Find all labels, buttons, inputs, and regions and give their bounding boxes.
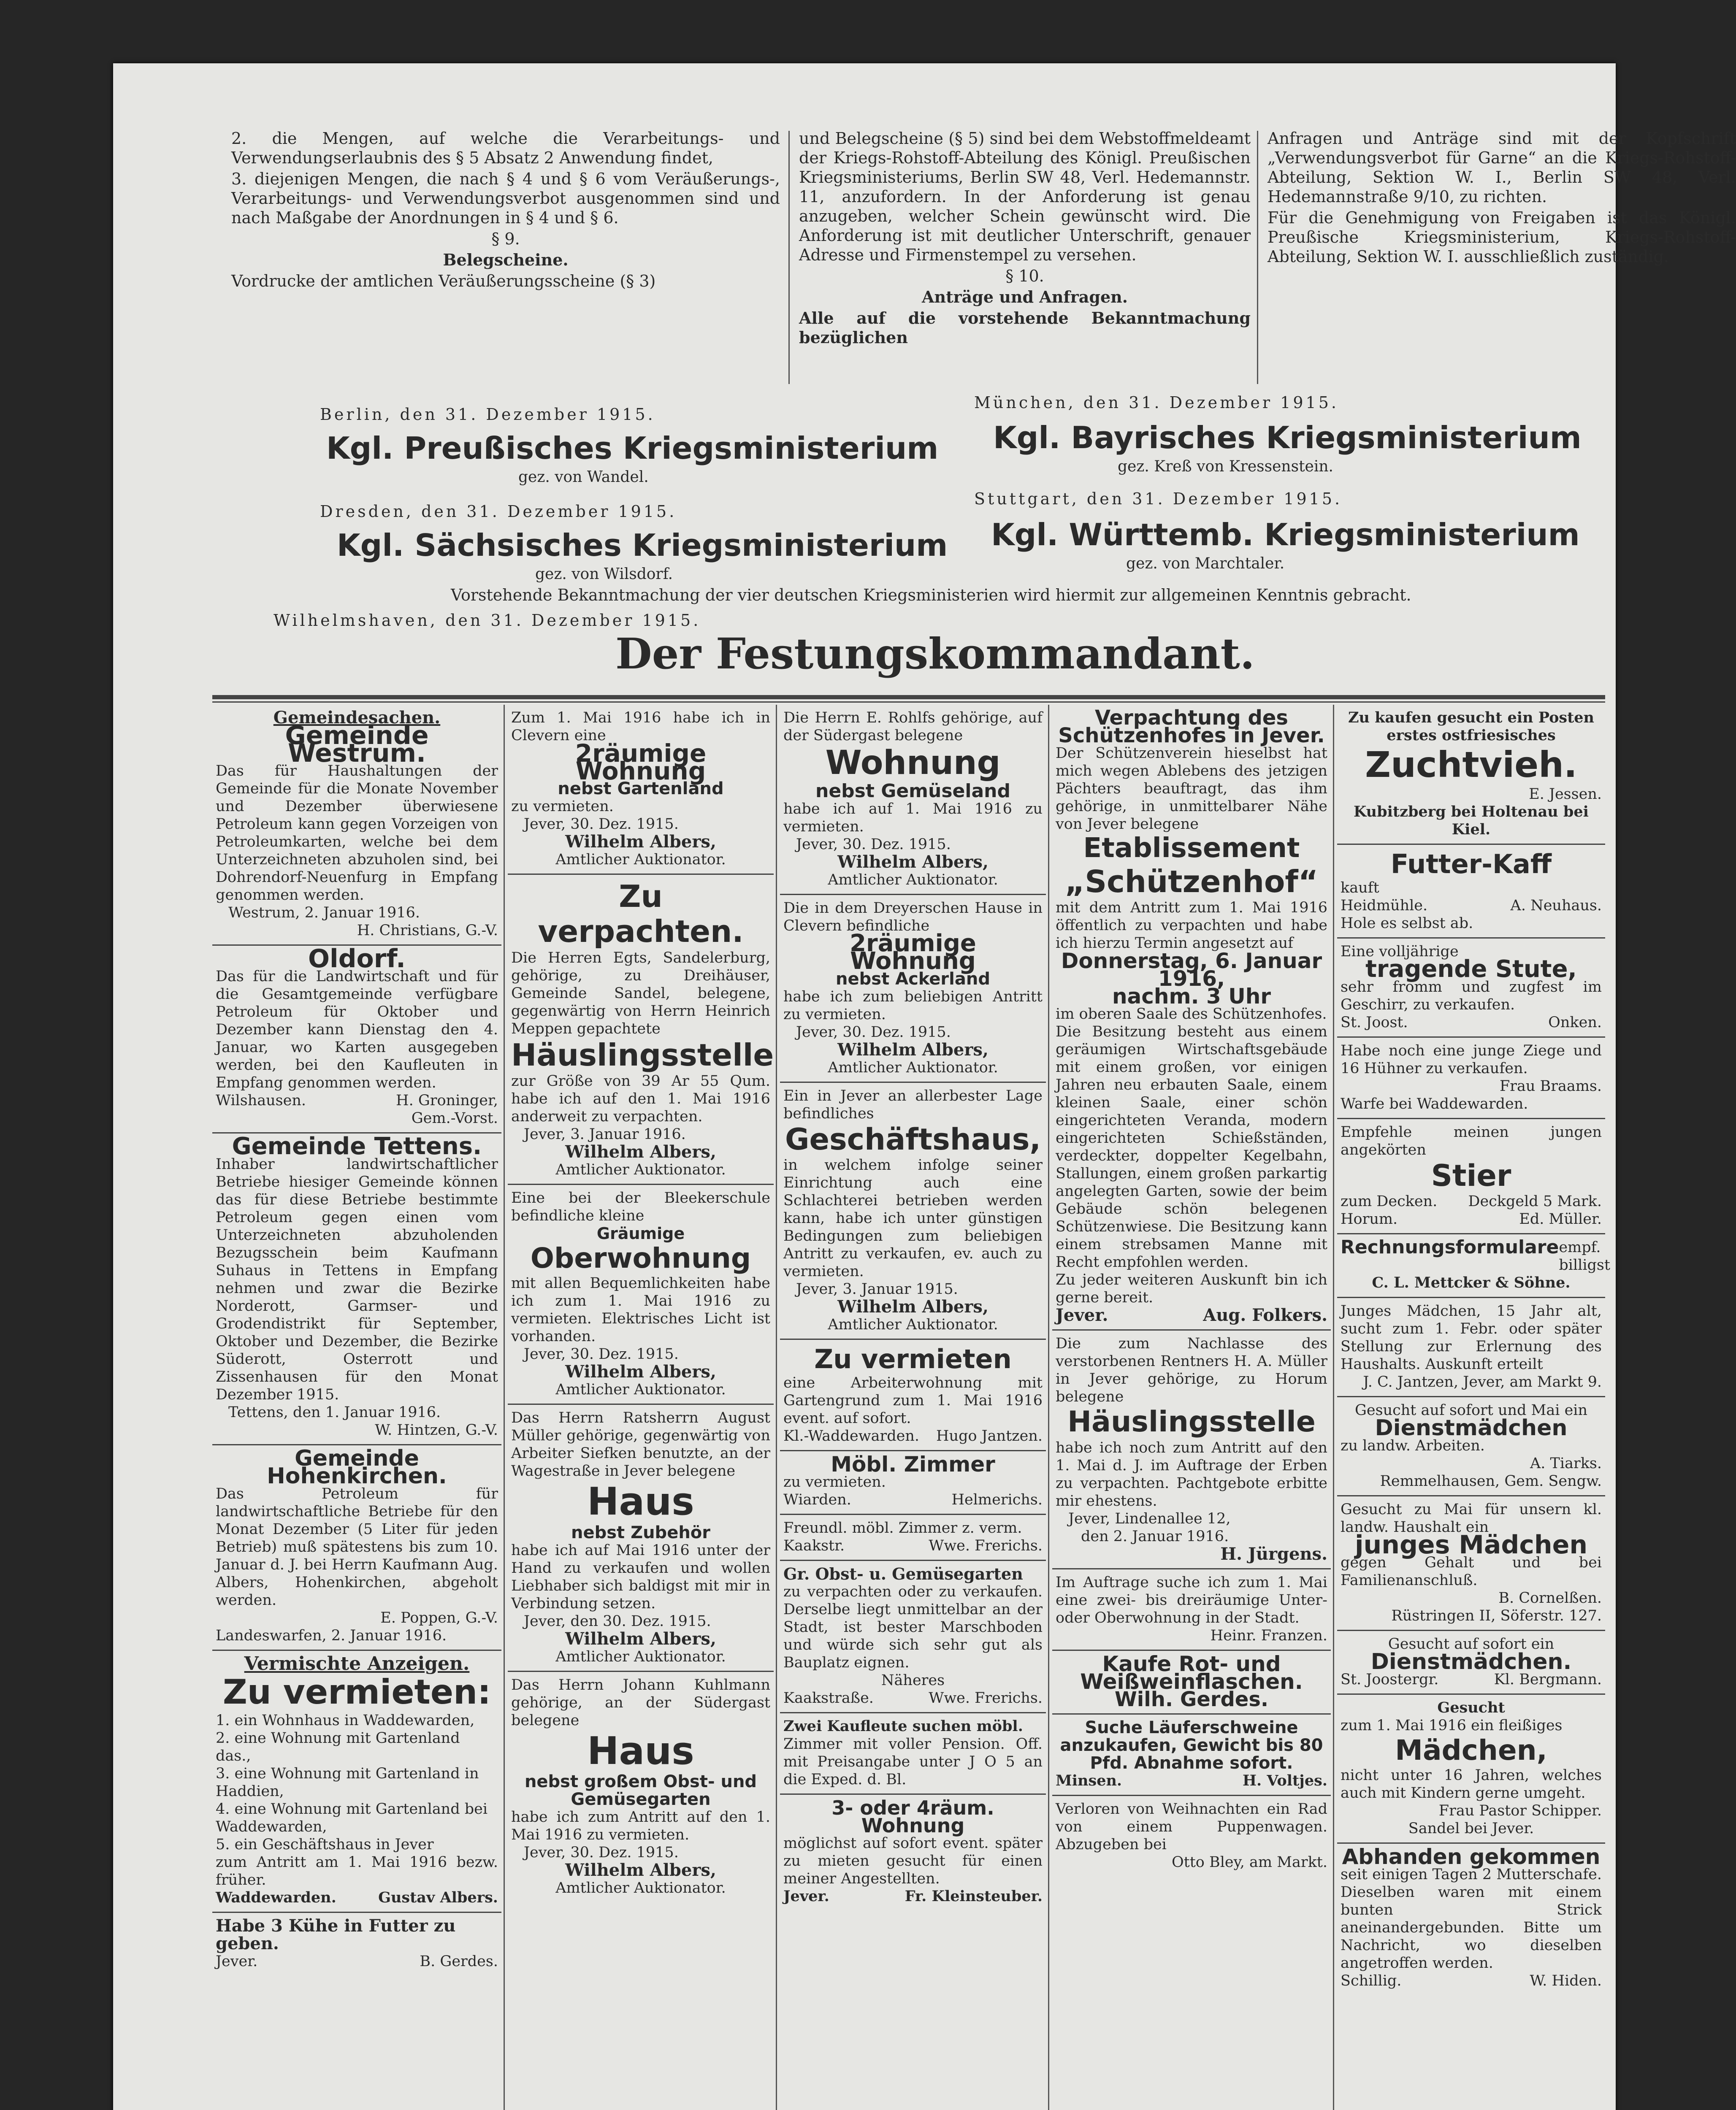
ad-title: Abhanden gekommen (1342, 1845, 1601, 1869)
ad-body: Eine bei der Bleekerschule befindliche kleine (511, 1190, 770, 1225)
ad-signature: H. Groninger, (396, 1092, 498, 1109)
ad-place: Kaakstr. (783, 1537, 845, 1555)
ad-body: Das Herrn Ratsherrn August Müller gehörige, gegenwärtig von Arbeiter Siefken benutzte, an der Wagestraße in Jever belegene (511, 1409, 770, 1480)
ad-body: Das für die Landwirtschaft und für die Gesamtgemeinde verfügbare Petroleum für Oktober und Dezember kann Dienstag den 4. Januar, wo Karten ausgegeben werden, bei den Kaufleuten in Empfang genommen werden. (216, 968, 498, 1091)
ad-body: Hole es selbst ab. (1341, 914, 1473, 932)
ad-signature: W. Hiden. (1530, 1972, 1602, 1990)
ad-body: Die Herrn E. Rohlfs gehörige, auf der Südergast belegene (783, 709, 1043, 744)
ad-body: Gesucht zu Mai für unsern kl. landw. Haushalt ein (1341, 1501, 1602, 1536)
ad-zuchtvieh (1337, 705, 1605, 845)
ad-signature: B. Cornelßen. (1498, 1590, 1602, 1607)
ad-stier (1337, 1119, 1605, 1235)
ad-title: Gemeinde Hohenkirchen. (267, 1446, 447, 1489)
category-heading: Gemeindesachen. (273, 708, 441, 728)
ad-body: habe ich auf 1. Mai 1916 zu vermieten. (783, 800, 1043, 835)
ad-title: Haus (587, 1729, 694, 1773)
ads-column-2 (508, 705, 774, 1902)
list-item: 2. eine Wohnung mit Gartenland das., (216, 1730, 460, 1764)
kommandant-title: Der Festungskommandant. (615, 629, 1255, 679)
ad-body: habe ich zum beliebigen Antritt zu vermieten. (783, 988, 1043, 1023)
ad-title: Futter-Kaff (1390, 848, 1552, 879)
ad-obstgarten (780, 1561, 1046, 1713)
column-divider (776, 705, 777, 2110)
ministry-bavaria: Kgl. Bayrisches Kriegsministerium (993, 420, 1582, 455)
ad-date: Jever, 30. Dez. 1915. (524, 816, 679, 833)
ad-signature: A. Tiarks. (1530, 1455, 1602, 1472)
column-divider (1333, 705, 1334, 2110)
ad-subtitle: nebst Gemüseland (815, 780, 1010, 802)
ad-body: möglichst auf sofort event. später zu mieten gesucht für einen meiner Angestellten. (783, 1835, 1043, 1888)
ad-date: Jever, 30. Dez. 1915. (524, 1346, 679, 1363)
ad-signature: Helmerichs. (951, 1491, 1043, 1509)
dateline-dresden: Dresden, den 31. Dezember 1915. (320, 502, 677, 521)
category-heading: Vermischte Anzeigen. (244, 1653, 470, 1674)
ad-body: Die zum Nachlasse des verstorbenen Rentners H. A. Müller in Jever gehörige, zu Horum belegene (1056, 1335, 1327, 1406)
ad-haeuslingsstelle-horum (1052, 1331, 1331, 1569)
ad-signature-role: Amtlicher Auktionator. (555, 1648, 726, 1665)
ad-title: Gemeinde Westrum. (285, 721, 429, 768)
ad-title: Stier (1431, 1158, 1511, 1193)
ad-title: Haus (587, 1480, 694, 1524)
ad-note: Näheres (881, 1672, 945, 1689)
ad-subtitle: Gräumige (596, 1224, 685, 1243)
ad-body: Verloren von Weihnachten ein Rad von einem Puppenwagen. Abzugeben bei (1056, 1800, 1327, 1853)
ad-head: Zu kaufen gesucht ein Posten erstes ostfriesisches (1348, 709, 1595, 744)
ad-body: zu vermieten. (783, 1474, 886, 1491)
ad-place: Wilshausen. (216, 1092, 306, 1109)
ad-signature-role: Amtlicher Auktionator. (555, 1161, 726, 1179)
ad-date: Jever, 30. Dez. 1915. (796, 1023, 951, 1041)
ad-place: Kl.-Waddewarden. (783, 1428, 920, 1445)
dateline-berlin: Berlin, den 31. Dezember 1915. (320, 405, 655, 424)
ad-body: Habe noch eine junge Ziege und 16 Hühner zu verkaufen. (1341, 1042, 1602, 1077)
ad-signature: H. Christians, G.-V. (357, 922, 498, 939)
paragraph: 3. diejenigen Mengen, die nach § 4 und § 6 vom Veräußerungs-, Verarbeitungs- und Verwendungsverbot ausgenommen sind und nach Maßgabe der Anordnungen in § 4 und § 6. (231, 170, 780, 227)
ad-signature: Wilhelm Albers, (837, 852, 989, 872)
ad-body: kauft (1341, 879, 1379, 896)
ad-body: Gesucht auf sofort ein (1388, 1636, 1555, 1653)
ad-place: Sandel bei Jever. (1408, 1820, 1534, 1837)
ad-westrum (212, 705, 501, 946)
ad-body: zu landw. Arbeiten. (1341, 1437, 1485, 1455)
column-divider (504, 705, 505, 2110)
ad-date: Tettens, den 1. Januar 1916. (228, 1404, 441, 1421)
ad-rechnungsformulare (1337, 1234, 1610, 1298)
ad-title: Zu vermieten: (222, 1672, 491, 1712)
ministry-wuerttemberg: Kgl. Württemb. Kriegsministerium (991, 517, 1580, 552)
ad-signature: Wwe. Frerichs. (929, 1537, 1043, 1555)
ad-signature: Wilhelm Albers, (565, 1142, 716, 1162)
ad-kuehe (212, 1913, 501, 1975)
ad-title: Oberwohnung (530, 1242, 751, 1275)
ad-body: Zum 1. Mai 1916 habe ich in Clevern eine (511, 709, 770, 744)
ad-title: tragende Stute, (1365, 955, 1577, 983)
ad-4raum-wohnung (780, 1795, 1046, 1910)
auction-date: Donnerstag, 6. Januar 1916, (1061, 949, 1322, 991)
ad-title: Zuchtvieh. (1365, 744, 1577, 785)
ads-column-1 (212, 705, 501, 1975)
ad-maedchen-schipper (1337, 1695, 1605, 1844)
ad-signature-role: Amtlicher Auktionator. (828, 871, 998, 888)
ad-subtitle: nebst großem Obst- und Gemüsegarten (524, 1772, 757, 1810)
top-column-3 (1267, 129, 1736, 399)
ad-body: zum 1. Mai 1916 ein fleißiges (1341, 1717, 1563, 1734)
ad-body: habe ich noch zum Antritt auf den 1. Mai d. J. im Auftrage der Erben zu verpachten. Pachtgebote erbitte mir ehestens. (1056, 1439, 1327, 1509)
ad-place: Wiarden. (783, 1491, 851, 1509)
ad-body: Das Petroleum für landwirtschaftliche Betriebe für den Monat Dezember (5 Liter für jeden Betrieb) muß spätestens bis zum 10. Januar d. J. bei Herrn Kaufmann Aug. Albers, Hohenkirchen, abgeholt werden. (216, 1485, 498, 1609)
ad-signature: E. Jessen. (1529, 785, 1602, 803)
paragraph: Alle auf die vorstehende Bekanntmachung bezüglichen (799, 308, 1251, 347)
signature-bavaria: gez. Kreß von Kressenstein. (1118, 458, 1333, 475)
paragraph: Anfragen und Anträge sind mit der Kopfschrift „Verwendungsverbot für Garne“ an die Kriegs-Rohstoff-Abteilung, Sektion W. I., Berlin SW 48, Verl. Hedemannstraße 9/10, zu richten. (1267, 129, 1736, 206)
ad-moebl-zimmer (780, 1451, 1046, 1515)
ad-body: habe ich auf Mai 1916 unter der Hand zu verkaufen und wollen Liebhaber sich baldigst mit mir in Verbindung setzen. (511, 1542, 770, 1612)
ad-stute (1337, 939, 1605, 1038)
ad-laeuferschweine (1052, 1715, 1331, 1796)
ministry-saxony: Kgl. Sächsisches Kriegsministerium (337, 528, 948, 563)
ad-date: Jever, den 30. Dez. 1915. (524, 1612, 711, 1630)
ad-signature: Wilhelm Albers, (565, 1860, 716, 1880)
ad-title: Mädchen, (1395, 1734, 1547, 1767)
ad-signature: W. Hintzen, G.-V. (375, 1422, 498, 1439)
ad-title: Rechnungsformulare (1341, 1236, 1559, 1258)
ad-signature: Wilh. Gerdes. (1114, 1687, 1269, 1711)
ad-body: Ein in Jever an allerbester Lage befindliches (783, 1087, 1043, 1122)
ad-place: Rüstringen II, Söferstr. 127. (1391, 1607, 1602, 1625)
ad-place: Heidmühle. (1341, 897, 1428, 914)
ads-column-4 (1052, 705, 1331, 1876)
dateline-muenchen: München, den 31. Dezember 1915. (974, 393, 1339, 412)
ad-body: Freundl. möbl. Zimmer z. verm. (783, 1520, 1022, 1537)
ad-signature: Wilhelm Albers, (837, 1039, 989, 1060)
ad-body: Die in dem Dreyerschen Hause in Clevern befindliche (783, 899, 1043, 934)
ad-signature-role: Amtlicher Auktionator. (555, 851, 726, 868)
ad-body: Gesucht auf sofort und Mai ein (1354, 1402, 1588, 1419)
ad-big-title: Etablissement (1083, 833, 1300, 864)
ad-place: St. Joostergr. (1341, 1671, 1439, 1688)
ad-date: Jever, 30. Dez. 1915. (796, 836, 951, 853)
ad-zu-vermieten-list (212, 1651, 501, 1913)
ad-date: den 2. Januar 1916. (1081, 1528, 1229, 1545)
ad-title: Oldorf. (308, 944, 406, 974)
ad-place: Schillig. (1341, 1972, 1402, 1990)
ad-title: Zu vermieten (814, 1344, 1012, 1375)
ad-oberwohnung (508, 1185, 774, 1405)
top-column-2 (799, 129, 1251, 399)
ad-body: mit allen Bequemlichkeiten habe ich zum 1. Mai 1916 zu vermieten. Elektrisches Licht ist vorhanden. (511, 1275, 770, 1345)
ad-title: Zwei Kaufleute suchen möbl. (783, 1718, 1023, 1735)
ad-signature: C. L. Mettcker & Söhne. (1372, 1274, 1571, 1292)
ad-verloren-rad (1052, 1796, 1331, 1876)
ad-signature: Onken. (1548, 1014, 1602, 1031)
ad-title: 2räumige Wohnung (850, 929, 976, 975)
section-heading: Belegscheine. (443, 250, 569, 269)
ad-note: empf. billigst (1559, 1239, 1610, 1274)
ad-place: Kubitzberg bei Holtenau bei Kiel. (1354, 803, 1589, 838)
ad-haus-wagestrasse (508, 1405, 774, 1672)
ad-title: Geschäftshaus, (785, 1122, 1041, 1157)
ad-place: Jever. (1056, 1305, 1108, 1326)
ad-place: Waddewarden. (216, 1889, 336, 1906)
ad-place: Remmelhausen, Gem. Sengw. (1380, 1473, 1602, 1490)
ad-abhanden (1337, 1844, 1605, 1995)
ad-body: Zu jeder weiteren Auskunft bin ich gerne bereit. (1056, 1271, 1327, 1307)
list-item: 1. ein Wohnhaus in Waddewarden, (216, 1712, 475, 1729)
list-item: 4. eine Wohnung mit Gartenland bei Waddewarden, (216, 1801, 488, 1835)
ad-subtitle: nebst Zubehör (571, 1523, 711, 1542)
ad-signature: Wilhelm Albers, (565, 1362, 716, 1382)
dateline-wilhelmshaven: Wilhelmshaven, den 31. Dezember 1915. (274, 611, 701, 630)
auction-time: nachm. 3 Uhr (1112, 984, 1271, 1009)
ad-title: 3- oder 4räum. Wohnung (831, 1796, 994, 1837)
ad-body: zum Antritt am 1. Mai 1916 bezw. früher. (216, 1854, 498, 1888)
ad-body: mit dem Antritt zum 1. Mai 1916 öffentlich zu verpachten und habe ich hierzu Termin angesetzt auf (1056, 899, 1327, 952)
ad-signature: Frau Braams. (1499, 1077, 1602, 1095)
ad-signature: Gustav Albers. (378, 1889, 498, 1906)
ad-tettens (212, 1133, 501, 1445)
ad-body: Das für Haushaltungen der Gemeinde für die Monate November und Dezember überwiesene Petroleum kann gegen Vorzeigen von Petroleumkarten, welche bei dem Unterzeichneten abzuholen sind, bei Dohrendorf-Neuenfurg in Empfang genommen werden. (216, 763, 498, 904)
ad-place: Jever. (783, 1888, 829, 1905)
paragraph: Vordrucke der amtlichen Veräußerungsscheine (§ 3) (231, 272, 656, 290)
ad-im-auftrage (1052, 1569, 1331, 1651)
ad-signature: J. C. Jantzen, Jever, am Markt 9. (1363, 1374, 1602, 1391)
signature-wuerttemberg: gez. von Marchtaler. (1126, 555, 1285, 572)
ad-body: Die Besitzung besteht aus einem geräumigen Wirtschaftsgebäude mit einem großen, vor einigen Jahren neu erbauten Saale, einem kleinen Saale, einer schön eingerichteten Veranda, modern eingerichteten Schießständen, verdeckter, doppelter Kegelbahn, Stallungen, einem großen parkartig angelegten Garten, sowie der beim Gebäude schön belegenen Schützenwiese. Die Besitzung kann einem strebsamen Manne mit Recht empfohlen werden. (1056, 1023, 1327, 1271)
ad-signature-role: Amtlicher Auktionator. (828, 1316, 998, 1334)
column-divider (788, 131, 790, 384)
ad-title: Möbl. Zimmer (831, 1452, 995, 1477)
ad-body: zum Decken. (1341, 1193, 1438, 1210)
ad-body: im oberen Saale des Schützenhofes. (1056, 1006, 1327, 1023)
ad-zu-verpachten (508, 875, 774, 1185)
ad-title: 2räumige Wohnung (575, 739, 707, 785)
ad-signature-role: Amtlicher Auktionator. (828, 1059, 998, 1076)
ad-signature: H. Voltjes. (1242, 1772, 1327, 1789)
ad-place: Kaakstraße. (783, 1690, 874, 1707)
ad-date: Jever, Lindenallee 12, (1068, 1510, 1231, 1527)
ad-signature-role: Gem.-Vorst. (411, 1110, 498, 1127)
ad-signature: Aug. Folkers. (1203, 1305, 1327, 1326)
ad-body: Das Herrn Johann Kuhlmann gehörige, an der Südergast belegene (511, 1676, 770, 1729)
ads-column-5 (1337, 705, 1610, 1995)
ad-dienstmaedchen-tiarks (1337, 1397, 1605, 1496)
ad-body: Junges Mädchen, 15 Jahr alt, sucht zum 1. Febr. oder später Stellung zur Erlernung des Haushalts. Auskunft erteilt (1341, 1303, 1602, 1373)
section-number: § 10. (1005, 267, 1044, 285)
ad-clevern-wohnung (508, 705, 774, 875)
ad-signature: H. Jürgens. (1220, 1544, 1327, 1564)
ad-haus-suedergast (508, 1672, 774, 1902)
ad-body: nicht unter 16 Jahren, welches auch mit Kindern gerne umgeht. (1341, 1767, 1602, 1802)
ad-signature: E. Poppen, G.-V. (380, 1610, 498, 1626)
ad-place: Jever. (216, 1953, 258, 1970)
ad-dienstmaedchen-bergmann (1337, 1631, 1605, 1695)
ad-body: in welchem infolge seiner Einrichtung auch eine Schlachterei betrieben werden kann, habe ich unter günstigen Bedingungen zum beliebigen Antritt zu verkaufen, ev. auch zu vermieten. (783, 1157, 1043, 1280)
ad-title: Dienstmädchen (1375, 1415, 1568, 1441)
ad-signature: Heinr. Franzen. (1210, 1627, 1327, 1644)
ad-signature: Wilhelm Albers, (837, 1297, 989, 1317)
ads-column-3 (780, 705, 1046, 1910)
dateline-stuttgart: Stuttgart, den 31. Dezember 1915. (974, 490, 1343, 508)
top-column-1 (231, 129, 780, 399)
ad-oldorf (212, 946, 501, 1133)
ad-junges-maedchen-stellung (1337, 1298, 1605, 1397)
section-heading: Anträge und Anfragen. (921, 287, 1128, 306)
ad-body: seit einigen Tagen 2 Mutterschafe. Dieselben waren mit einem bunten Strick aneinandergebunden. Bitte um Nachricht, wo dieselben angetroffen werden. (1341, 1866, 1602, 1972)
signature-prussia: gez. von Wandel. (518, 468, 649, 486)
ad-place: Warfe bei Waddewarden. (1341, 1095, 1528, 1112)
ad-arbeiterwohnung (780, 1340, 1046, 1451)
ad-date: Jever, 30. Dez. 1915. (524, 1844, 679, 1861)
ad-subtitle: nebst Gartenland (558, 779, 724, 798)
ad-body: Im Auftrage suche ich zum 1. Mai eine zwei- bis dreiräumige Unter- oder Oberwohnung in der Stadt. (1056, 1574, 1327, 1626)
ad-title: Kaufe Rot- und Weißweinflaschen. (1080, 1651, 1303, 1694)
ad-hohenkirchen (212, 1445, 501, 1651)
ad-kaufleute (780, 1713, 1046, 1795)
paragraph: 2. die Mengen, auf welche die Verarbeitungs- und Verwendungserlaubnis des § 5 Absatz 2 Anwendung findet, (231, 129, 780, 167)
ad-big-title: „Schützenhof“ (1064, 863, 1319, 899)
ad-dreyer-wohnung (780, 895, 1046, 1083)
ad-body: habe ich zum Antritt auf den 1. Mai 1916 zu vermieten. (511, 1809, 770, 1844)
ad-signature: Wilhelm Albers, (565, 832, 716, 852)
ministry-prussia: Kgl. Preußisches Kriegsministerium (326, 430, 939, 466)
ad-title: junges Mädchen (1354, 1530, 1588, 1560)
ad-big-title: Häuslingsstelle (511, 1037, 774, 1073)
signature-saxony: gez. von Wilsdorf. (535, 565, 673, 583)
newspaper-page (113, 63, 1736, 2110)
ad-junges-maedchen-haushalt (1337, 1496, 1605, 1631)
ad-title: Gr. Obst- u. Gemüsegarten (783, 1564, 1023, 1584)
ad-body: sehr fromm und zugfest im Geschirr, zu verkaufen. (1341, 978, 1602, 1013)
ad-body: Zimmer mit voller Pension. Off. mit Preisangabe unter J O 5 an die Exped. d. Bl. (783, 1736, 1043, 1788)
ad-wohnung-suedergast (780, 705, 1046, 895)
ad-body: Eine volljährige (1341, 943, 1459, 960)
ad-place: St. Joost. (1341, 1014, 1408, 1031)
ad-body: Empfehle meinen jungen angekörten (1341, 1123, 1602, 1158)
paragraph: Für die Genehmigung von Freigaben ist das Königl. Preußische Kriegsministerium, Kriegs-Rohstoff-Abteilung, Sektion W. I. ausschließlich zuständig. (1267, 208, 1736, 266)
ad-fee: Deckgeld 5 Mark. (1468, 1193, 1602, 1210)
ad-title: Gemeinde Tettens. (232, 1133, 482, 1160)
ad-body: zur Größe von 39 Ar 55 Qum. habe ich auf den 1. Mai 1916 anderweit zu verpachten. (511, 1073, 770, 1125)
ad-signature: Fr. Kleinsteuber. (905, 1888, 1043, 1905)
list-item: 3. eine Wohnung mit Gartenland in Haddien, (216, 1765, 479, 1800)
ad-date: Jever, 3. Januar 1915. (796, 1281, 958, 1298)
ad-body: Der Schützenverein hieselbst hat mich wegen Ablebens des jetzigen Pächters beauftragt, das ihm gehörige, in unmittelbarer Nähe von Jever belegene (1056, 745, 1327, 833)
ad-schuetzenhof (1052, 705, 1331, 1331)
ad-head: Gesucht (1437, 1699, 1505, 1717)
ad-signature: Kl. Bergmann. (1494, 1671, 1602, 1688)
ad-signature: Wwe. Frerichs. (929, 1690, 1043, 1707)
paragraph: und Belegscheine (§ 5) sind bei dem Webstoffmeldeamt der Kriegs-Rohstoff-Abteilung des Königl. Preußischen Kriegsministeriums, Berlin SW 48, Verl. Hedemannstr. 11, anzufordern. In der Anforderung ist genau anzugeben, welcher Schein gewünscht wird. Die Anforderung ist mit deutlicher Unterschrift, genauer Adresse und Firmenstempel zu versehen. (799, 129, 1251, 264)
ad-title: Habe 3 Kühe in Futter zu geben. (216, 1916, 456, 1953)
ad-geschaeftshaus (780, 1083, 1046, 1340)
ad-body: Die Herren Egts, Sandelerburg, gehörige, zu Dreihäuser, Gemeinde Sandel, belegene, gegenwärtig von Herrn Heinrich Meppen gepachtete (511, 949, 770, 1037)
ad-signature-role: Amtlicher Auktionator. (555, 1381, 726, 1399)
ad-place: Minsen. (1056, 1772, 1122, 1789)
ad-body: Inhaber landwirtschaftlicher Betriebe hiesiger Gemeinde können das für diese Betriebe bestimmte Petroleum gegen einen vom Unterzeichneten abzuholenden Bezugsschein beim Kaufmann Suhaus in Tettens in Empfang nehmen und zwar die Bezirke Norderott, Garmser- und Grodendistrikt für September, Oktober und Dezember, die Bezirke Süderott, Osterrott und Zissenhausen für den Monat Dezember 1915. (216, 1156, 498, 1403)
column-divider (1048, 705, 1049, 2110)
ad-title: Zu verpachten. (538, 879, 744, 949)
ad-title: Wohnung (825, 744, 1001, 782)
ad-signature: Otto Bley, am Markt. (1171, 1853, 1327, 1871)
ad-body: zu vermieten. (511, 798, 614, 815)
ad-date: Landeswarfen, 2. Januar 1916. (216, 1627, 447, 1644)
ad-signature: A. Neuhaus. (1510, 897, 1602, 914)
ad-futter-kaff (1337, 845, 1605, 939)
ad-title: Verpachtung des Schützenhofes in Jever. (1058, 706, 1325, 747)
ad-signature: Hugo Jantzen. (936, 1428, 1043, 1445)
ad-title: Suche Läuferschweine anzukaufen, Gewicht bis 80 Pfd. Abnahme sofort. (1060, 1718, 1323, 1773)
ad-body: zu verpachten oder zu verkaufen. Derselbe liegt unmittelbar an der Stadt, ist bester Marschboden und würde sich sehr gut als Bauplatz eignen. (783, 1583, 1043, 1672)
notice-line: Vorstehende Bekanntmachung der vier deutschen Kriegsministerien wird hiermit zur allgemeinen Kenntnis gebracht. (451, 586, 1411, 604)
thin-rule (212, 701, 1605, 703)
ad-signature: Wilhelm Albers, (565, 1628, 716, 1649)
list-item: 5. ein Geschäftshaus in Jever (216, 1836, 434, 1853)
ad-signature: Frau Pastor Schipper. (1438, 1802, 1602, 1820)
ad-place: Horum. (1341, 1211, 1398, 1228)
ad-ziege (1337, 1038, 1605, 1119)
ad-body: gegen Gehalt und bei Familienanschluß. (1341, 1554, 1602, 1589)
ad-body: eine Arbeiterwohnung mit Gartengrund zum 1. Mai 1916 event. auf sofort. (783, 1374, 1043, 1427)
column-divider (1257, 131, 1258, 384)
section-number: § 9. (491, 230, 520, 248)
ad-weinflaschen (1052, 1651, 1331, 1715)
ad-signature-role: Amtlicher Auktionator. (555, 1880, 726, 1897)
ad-signature: B. Gerdes. (420, 1953, 498, 1970)
ad-signature: Ed. Müller. (1519, 1211, 1602, 1228)
ad-freundl-zimmer (780, 1515, 1046, 1561)
ad-date: Westrum, 2. Januar 1916. (228, 904, 420, 921)
ad-title: Häuslingsstelle (1067, 1405, 1316, 1439)
double-rule (212, 695, 1605, 699)
ad-title: Dienstmädchen. (1370, 1649, 1572, 1675)
ad-subtitle: nebst Ackerland (836, 969, 990, 989)
ad-date: Jever, 3. Januar 1916. (524, 1126, 686, 1143)
